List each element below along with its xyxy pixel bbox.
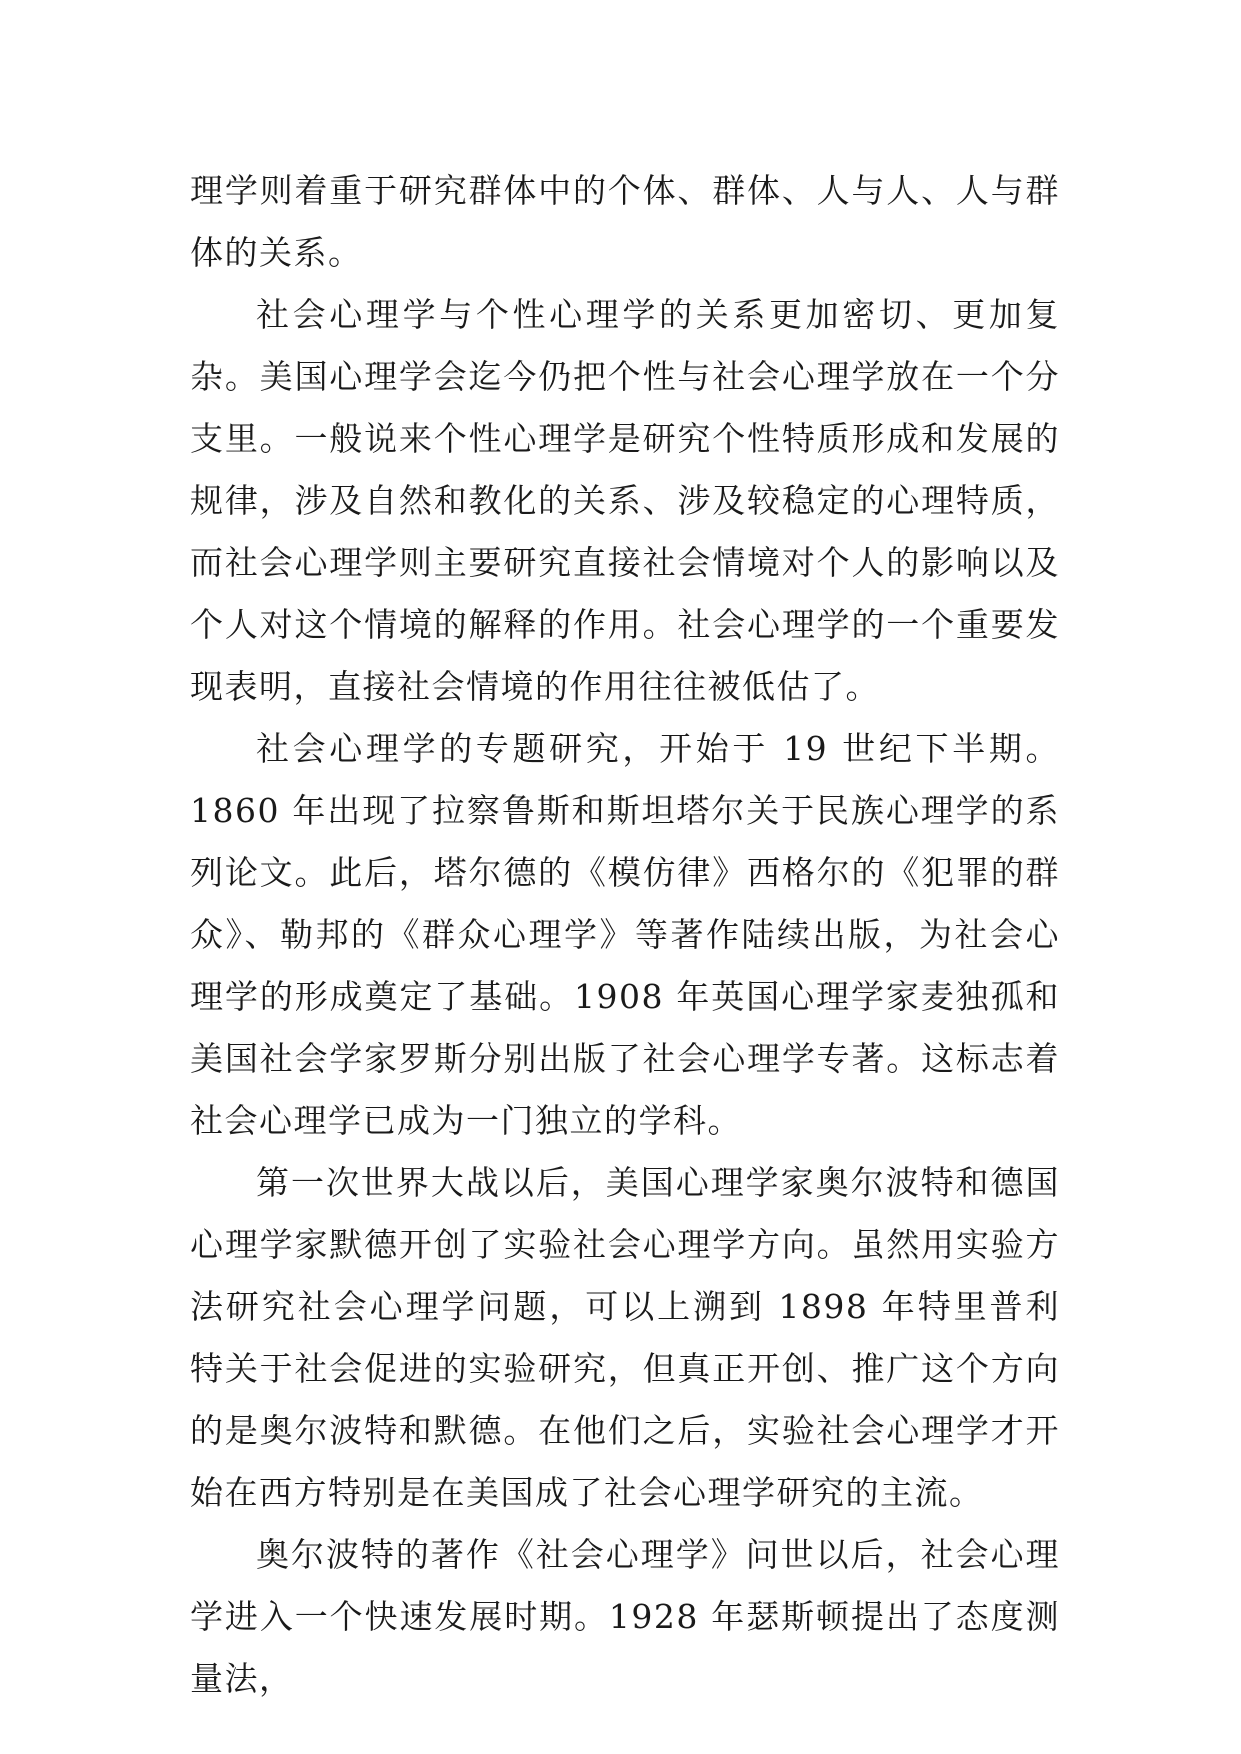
paragraph: 社会心理学与个性心理学的关系更加密切、更加复杂。美国心理学会迄今仍把个性与社会心理学放在一个分支里。一般说来个性心理学是研究个性特质形成和发展的规律，涉及自然和教化的关系、涉及较稳定的心理特质，而社会心理学则主要研究直接社会情境对个人的影响以及个人对这个情境的解释的作用。社会心理学的一个重要发现表明，直接社会情境的作用往往被低估了。 [190,295,1060,706]
paragraph-continued: 理学则着重于研究群体中的个体、群体、人与人、人与群体的关系。 [190,171,1060,272]
document-body [190,160,1060,1710]
paragraph: 奥尔波特的著作《社会心理学》问世以后，社会心理学进入一个快速发展时期。1928 年瑟斯顿提出了态度测量法， [190,1535,1060,1698]
paragraph: 第一次世界大战以后，美国心理学家奥尔波特和德国心理学家默德开创了实验社会心理学方向。虽然用实验方法研究社会心理学问题，可以上溯到 1898 年特里普利特关于社会促进的实验研究，但真正开创、推广这个方向的是奥尔波特和默德。在他们之后，实验社会心理学才开始在西方特别是在美国成了社会心理学研究的主流。 [190,1163,1060,1512]
paragraph: 社会心理学的专题研究，开始于 19 世纪下半期。1860 年出现了拉察鲁斯和斯坦塔尔关于民族心理学的系列论文。此后，塔尔德的《模仿律》西格尔的《犯罪的群众》、勒邦的《群众心理学》等著作陆续出版，为社会心理学的形成奠定了基础。1908 年英国心理学家麦独孤和美国社会学家罗斯分别出版了社会心理学专著。这标志着社会心理学已成为一门独立的学科。 [190,729,1060,1140]
